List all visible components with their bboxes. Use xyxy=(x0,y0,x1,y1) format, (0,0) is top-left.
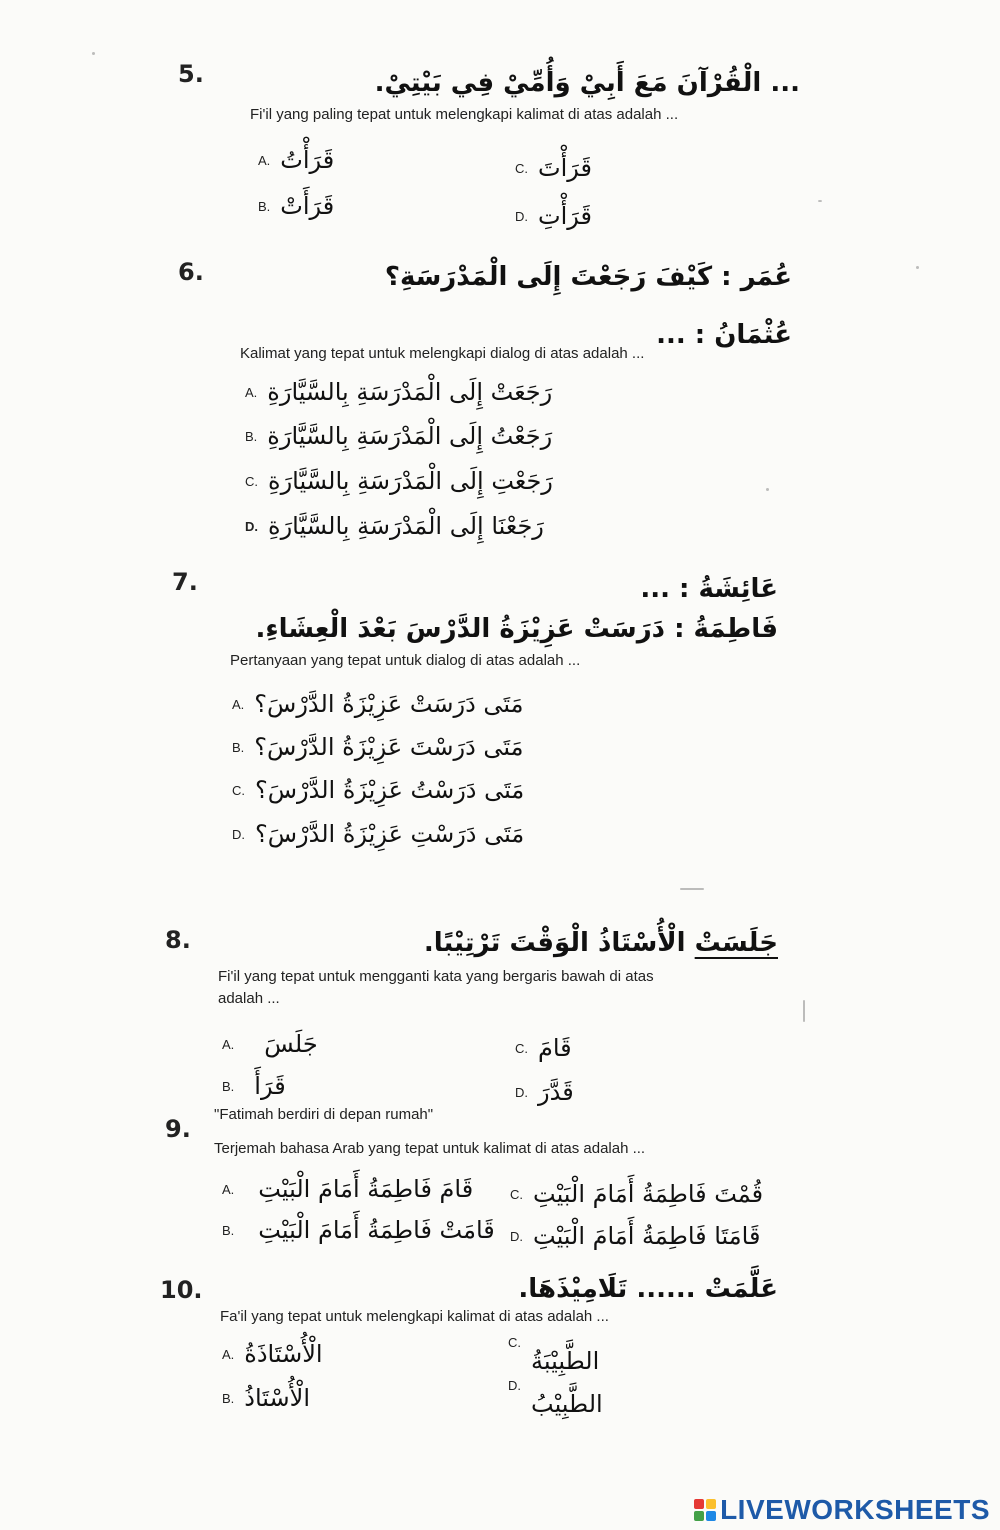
q7-option-c[interactable] xyxy=(232,776,524,804)
q5-option-a[interactable] xyxy=(258,146,334,174)
q5-option-c[interactable] xyxy=(515,154,592,182)
option-label: B. xyxy=(258,198,271,214)
logo-square xyxy=(706,1511,716,1521)
q5-option-b[interactable] xyxy=(258,192,334,220)
q5-stem: ... الْقُرْآنَ مَعَ أَبِيْ وَأُمِّيْ فِي بَيْتِيْ. xyxy=(374,68,800,98)
option-text: قَامَ فَاطِمَةُ أَمَامَ الْبَيْتِ xyxy=(258,1175,474,1203)
scan-speck xyxy=(803,1000,805,1022)
option-text: قَرَأْتُ xyxy=(280,146,335,174)
option-label: A. xyxy=(222,1346,235,1362)
option-text: مَتَى دَرَسْتِ عَزِيْزَةُ الدَّرْسَ؟ xyxy=(255,820,525,848)
q8-option-c[interactable] xyxy=(515,1034,572,1062)
question-number-10: 10. xyxy=(160,1276,203,1304)
option-label: B. xyxy=(222,1390,235,1406)
option-label: C. xyxy=(232,782,245,798)
option-label: A. xyxy=(245,384,258,400)
q7-dialog-line-2: فَاطِمَةُ : دَرَسَتْ عَزِيْزَةُ الدَّرْسَ بَعْدَ الْعِشَاءِ. xyxy=(255,614,778,644)
q8-option-a[interactable] xyxy=(222,1030,318,1058)
option-text: قَامَتَا فَاطِمَةُ أَمَامَ الْبَيْتِ xyxy=(533,1222,761,1250)
scan-speck xyxy=(92,52,95,55)
option-text: الطَّبِيْبَةُ xyxy=(531,1347,600,1375)
option-text: مَتَى دَرَسْتَ عَزِيْزَةُ الدَّرْسَ؟ xyxy=(254,733,524,761)
q10-option-c[interactable] xyxy=(508,1335,599,1375)
option-text: مَتَى دَرَسَتْ عَزِيْزَةُ الدَّرْسَ؟ xyxy=(254,690,524,718)
q9-option-c[interactable] xyxy=(510,1180,763,1208)
option-label: B. xyxy=(222,1078,235,1094)
option-text: الْأُسْتَاذَةُ xyxy=(244,1340,323,1368)
liveworksheets-brand xyxy=(694,1494,990,1526)
q6-option-b[interactable] xyxy=(245,422,552,450)
option-text: قَامَ xyxy=(538,1034,572,1062)
logo-square xyxy=(694,1499,704,1509)
option-label: D. xyxy=(508,1378,521,1393)
q9-instruction: Terjemah bahasa Arab yang tepat untuk kalimat di atas adalah ... xyxy=(214,1140,646,1157)
q8-stem-rest: الْأُسْتَاذُ الْوَقْتَ تَرْتِيْبًا. xyxy=(423,928,686,958)
liveworksheets-logo-icon xyxy=(694,1499,716,1521)
logo-square xyxy=(694,1511,704,1521)
option-label: B. xyxy=(232,739,245,755)
q8-underlined-word: جَلَسَتْ xyxy=(694,928,778,958)
option-label: A. xyxy=(222,1036,235,1052)
q7-option-a[interactable] xyxy=(232,690,524,718)
liveworksheets-wordmark: LIVEWORKSHEETS xyxy=(720,1494,990,1525)
question-number-9: 9. xyxy=(165,1115,191,1143)
q6-option-a[interactable] xyxy=(245,378,552,406)
q10-instruction: Fa'il yang tepat untuk melengkapi kalimat di atas adalah ... xyxy=(220,1308,609,1325)
option-label: B. xyxy=(245,428,258,444)
scan-speck xyxy=(680,888,704,890)
q10-option-d[interactable] xyxy=(508,1378,603,1418)
option-label: A. xyxy=(222,1181,235,1197)
question-number-8: 8. xyxy=(165,926,191,954)
logo-square xyxy=(706,1499,716,1509)
option-text: قَرَأْتِ xyxy=(538,202,592,230)
q10-option-a[interactable] xyxy=(222,1340,323,1368)
q7-dialog-line-1: عَائِشَةُ : ... xyxy=(640,574,778,604)
q7-option-b[interactable] xyxy=(232,733,524,761)
option-label: D. xyxy=(245,518,258,534)
option-label: A. xyxy=(232,696,245,712)
q8-option-b[interactable] xyxy=(222,1072,286,1100)
q8-option-d[interactable] xyxy=(515,1078,574,1106)
q6-instruction: Kalimat yang tepat untuk melengkapi dialog di atas adalah ... xyxy=(240,345,645,362)
option-label: D. xyxy=(510,1228,523,1244)
option-label: D. xyxy=(232,826,245,842)
option-label: A. xyxy=(258,152,271,168)
q9-option-b[interactable] xyxy=(222,1216,495,1244)
option-label: C. xyxy=(515,160,528,176)
question-number-6: 6. xyxy=(178,258,204,286)
question-number-7: 7. xyxy=(172,568,198,596)
option-text: رَجَعْنَا إِلَى الْمَدْرَسَةِ بِالسَّيَّارَةِ xyxy=(268,512,544,540)
option-label: C. xyxy=(510,1186,523,1202)
option-label: D. xyxy=(515,1084,528,1100)
q10-stem: عَلَّمَتْ ...... تَلَامِيْذَهَا. xyxy=(518,1274,778,1304)
q9-option-d[interactable] xyxy=(510,1222,760,1250)
option-text: قَدَّرَ xyxy=(538,1078,574,1106)
q9-option-a[interactable] xyxy=(222,1175,473,1203)
option-label: C. xyxy=(515,1040,528,1056)
option-text: قُمْتَ فَاطِمَةُ أَمَامَ الْبَيْتِ xyxy=(533,1180,764,1208)
option-text: قَرَأْتَ xyxy=(538,154,592,182)
q9-quote: "Fatimah berdiri di depan rumah" xyxy=(214,1106,434,1123)
q8-stem xyxy=(424,928,778,958)
scan-speck xyxy=(766,488,769,491)
option-text: رَجَعْتُ إِلَى الْمَدْرَسَةِ بِالسَّيَّارَةِ xyxy=(267,422,553,450)
q7-option-d[interactable] xyxy=(232,820,524,848)
q8-instruction-line-2: adalah ... xyxy=(218,990,280,1007)
option-text: رَجَعْتِ إِلَى الْمَدْرَسَةِ بِالسَّيَّارَةِ xyxy=(268,467,553,495)
q8-instruction-line-1: Fi'il yang tepat untuk mengganti kata yang bergaris bawah di atas xyxy=(218,968,654,985)
option-text: جَلَسَ xyxy=(264,1030,318,1058)
option-text: الطَّبِيْبُ xyxy=(531,1390,603,1418)
scan-speck xyxy=(916,266,919,269)
q6-dialog-line-1: عُمَر : كَيْفَ رَجَعْتَ إِلَى الْمَدْرَسَةِ؟ xyxy=(384,262,792,292)
q6-dialog-line-2: عُثْمَانُ : ... xyxy=(656,320,792,350)
question-number-5: 5. xyxy=(178,60,204,88)
option-label: B. xyxy=(222,1222,235,1238)
q5-instruction: Fi'il yang paling tepat untuk melengkapi kalimat di atas adalah ... xyxy=(250,106,679,123)
q6-option-d[interactable] xyxy=(245,512,544,540)
q10-option-b[interactable] xyxy=(222,1384,310,1412)
option-label: C. xyxy=(245,473,258,489)
option-text: قَرَأَتْ xyxy=(280,192,335,220)
option-text: رَجَعَتْ إِلَى الْمَدْرَسَةِ بِالسَّيَّارَةِ xyxy=(267,378,553,406)
option-text: قَامَتْ فَاطِمَةُ أَمَامَ الْبَيْتِ xyxy=(258,1216,495,1244)
scan-speck xyxy=(818,200,822,202)
option-label: D. xyxy=(515,208,528,224)
q7-instruction: Pertanyaan yang tepat untuk dialog di atas adalah ... xyxy=(230,652,581,669)
option-label: C. xyxy=(508,1335,521,1350)
q6-option-c[interactable] xyxy=(245,467,553,495)
option-text: قَرَأَ xyxy=(254,1072,286,1100)
q5-option-d[interactable] xyxy=(515,202,592,230)
option-text: الْأُسْتَاذُ xyxy=(244,1384,311,1412)
option-text: مَتَى دَرَسْتُ عَزِيْزَةُ الدَّرْسَ؟ xyxy=(255,776,525,804)
